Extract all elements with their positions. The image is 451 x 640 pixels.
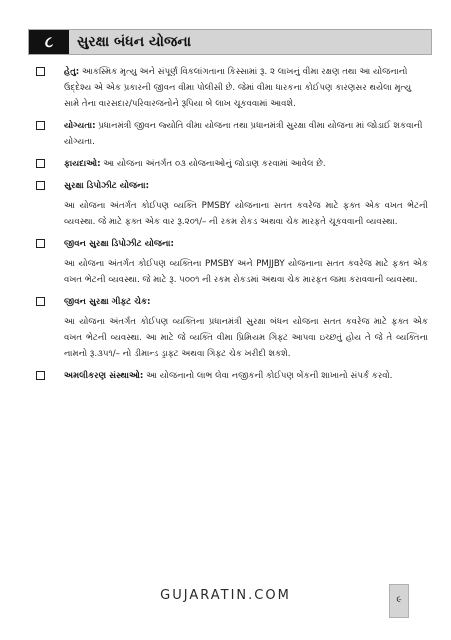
- checkbox-bullet-icon: [36, 181, 45, 190]
- bullet-item-benefits: [36, 156, 428, 172]
- section-heading: સુરક્ષા ડિપોઝીટ યોજના:: [64, 181, 150, 191]
- item-text: પ્રધાનમંત્રી જીવન જ્યોતિ વીમા યોજના તથા પ્રધાનમંત્રી સુરક્ષા વીમા યોજના માં જોડાઈ શકવાની યોગ્યતા.: [64, 121, 423, 147]
- section-body: આ યોજના અંતર્ગત કોઈપણ વ્યક્તિના પ્રધાનમંત્રી સુરક્ષા બંધન યોજના સતત કવરેજ માટે ફક્ત એક વખત ભેટની વ્યવસ્થા. આ માટે જે વ્યક્તિ વીમા પ્રિમિયમ ગિફ્ટ આપવા ઇચ્છતું હોય તે જે તે વ્યક્તિના નામનો રૂ.૩૫૧/– નો ડીમાન્ડ ડ્રાફ્ટ અથવા ગિફ્ટ ચેક ખરીદી શકશે.: [64, 317, 428, 359]
- section-body: આ યોજના અંતર્ગત કોઈપણ વ્યક્તિના PMSBY અને PMJJBY યોજનાના સતત કવરેજ માટે ફક્ત એક વખત ભેટની વ્યવસ્થા. જે માટે રૂ. ૫૦૦૧ ની રકમ રોકડમાં અથવા ચેક મારફત જમા કરાવવાની વ્યવસ્થા.: [64, 259, 428, 285]
- page-number: ૯: [389, 584, 409, 618]
- item-label: હેતુ:: [64, 67, 80, 77]
- checkbox-bullet-icon: [36, 239, 45, 248]
- section-body: આ યોજના અંતર્ગત કોઈપણ વ્યક્તિ PMSBY યોજનાના સતત કવરેજ માટે ફક્ત એક વખત ભેટની વ્યવસ્થા. જે માટે ફક્ત એક વાર રૂ.૨૦૧/– ની રકમ રોકડ અથવા ચેક મારફતે ચૂકવવાની વ્યવસ્થા.: [64, 201, 428, 227]
- checkbox-bullet-icon: [36, 67, 45, 76]
- document-body: [36, 64, 428, 384]
- section-heading-jeevan-suraksha-deposit: [36, 236, 428, 252]
- item-label: યોગ્યતા:: [64, 121, 96, 131]
- bullet-item-implementation: [36, 368, 428, 384]
- section-title: સુરક્ષા બંધન યોજના: [77, 34, 192, 50]
- section-header: [28, 29, 432, 55]
- checkbox-bullet-icon: [36, 121, 45, 130]
- bullet-item-purpose: [36, 64, 428, 112]
- section-heading: જીવન સુરક્ષા ગીફ્ટ ચેક:: [64, 297, 151, 307]
- item-label: અમલીકરણ સંસ્થાઓ:: [64, 371, 144, 381]
- bullet-item-eligibility: [36, 118, 428, 150]
- item-text: આ યોજનાનો લાભ લેવા નજીકની કોઈપણ બેંકની શાખાનો સંપર્ક કરવો.: [143, 371, 393, 381]
- section-heading: જીવન સુરક્ષા ડિપોઝીટ યોજના:: [64, 239, 174, 249]
- checkbox-bullet-icon: [36, 159, 45, 168]
- item-text: આ યોજના અંતર્ગત ૦૩ યોજનાઓનું જોડાણ કરવામાં આવેલ છે.: [100, 159, 326, 169]
- checkbox-bullet-icon: [36, 297, 45, 306]
- item-text: આકસ્મિક મૃત્યુ અને સંપૂર્ણ વિકલાંગતાના કિસ્સામાં રૂ. ૨ લાખનું વીમા રક્ષણ તથા આ યોજનાનો ઉદ્દેશ્ય એ એક પ્રકારની જીવન વીમા પોલીસી છે. જેમાં વીમા ધારકના કોઈપણ કારણસર થયેલા મૃત્યુ સામે તેના વારસદાર/પરિવારજનોને રૂપિયા બે લાખ ચૂકવવામાં આવશે.: [64, 67, 412, 109]
- section-heading-suraksha-deposit: [36, 178, 428, 194]
- item-label: ફાયદાઓ:: [64, 159, 101, 169]
- site-watermark: GUJARATIN.COM: [160, 588, 291, 603]
- section-number: ૮: [29, 30, 69, 54]
- section-heading-gift-cheque: [36, 294, 428, 310]
- checkbox-bullet-icon: [36, 371, 45, 380]
